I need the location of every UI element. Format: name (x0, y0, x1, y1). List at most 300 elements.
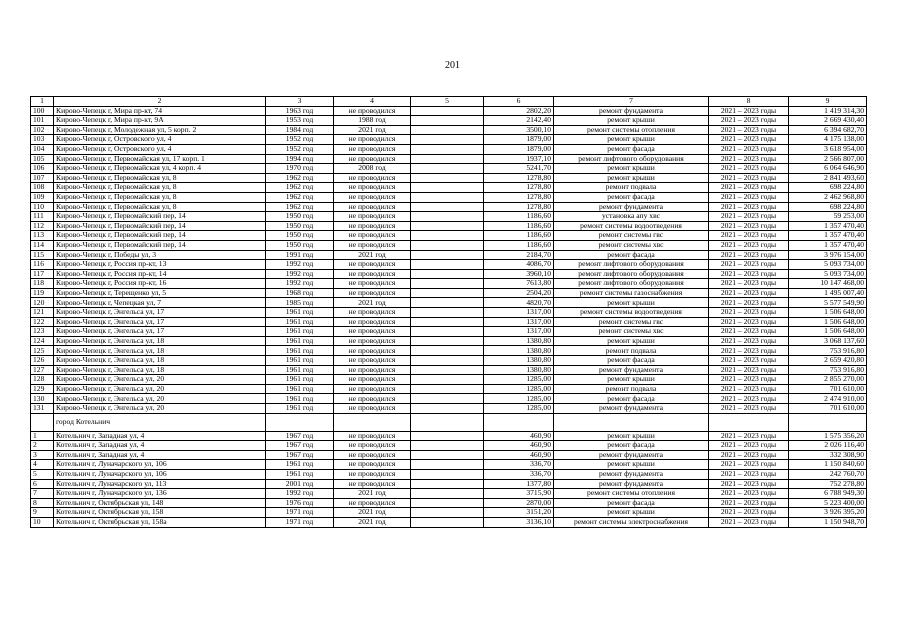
cell-period: 2021 – 2023 годы (709, 144, 789, 154)
table-row (31, 308, 867, 318)
cell-row-number: 106 (31, 164, 54, 174)
cell-row-number: 121 (31, 308, 54, 318)
cell-area: 1285,00 (484, 404, 554, 414)
cell-area: 336,70 (484, 460, 554, 470)
cell-address: Котельнич г, Луначарского ул, 113 (54, 479, 266, 489)
cell-work-type: ремонт лифтового оборудования (554, 154, 709, 164)
cell-period: 2021 – 2023 годы (709, 154, 789, 164)
cell-address: Кирово-Чепецк г, Первомайская ул, 8 (54, 202, 266, 212)
cell-address: Кирово-Чепецк г, Энгельса ул, 20 (54, 404, 266, 414)
cell-address: Кирово-Чепецк г, Энгельса ул, 17 (54, 327, 266, 337)
cell-row-number: 116 (31, 260, 54, 270)
cell-period: 2021 – 2023 годы (709, 202, 789, 212)
cell-period: 2021 – 2023 годы (709, 231, 789, 241)
table-row (31, 269, 867, 279)
cell-last-repair-year: не проводился (334, 192, 411, 202)
cell-col-5 (411, 192, 484, 202)
cell-work-type: ремонт крыши (554, 460, 709, 470)
cell-area: 1186,60 (484, 240, 554, 250)
cell-build-year: 1992 год (266, 279, 334, 289)
table-row (31, 508, 867, 518)
cell-row-number: 120 (31, 298, 54, 308)
cell-build-year: 1991 год (266, 250, 334, 260)
cell-work-type: ремонт подвала (554, 183, 709, 193)
cell-col-5 (411, 450, 484, 460)
cell-work-type: ремонт крыши (554, 116, 709, 126)
cell-row-number: 109 (31, 192, 54, 202)
cell-address: Кирово-Чепецк г, Первомайский пер, 14 (54, 240, 266, 250)
cell-address: Кирово-Чепецк г, Россия пр-кт, 13 (54, 260, 266, 270)
cell-last-repair-year: 2021 год (334, 125, 411, 135)
cell-period: 2021 – 2023 годы (709, 288, 789, 298)
cell-last-repair-year: не проводился (334, 441, 411, 451)
cell-address: Кирово-Чепецк г, Островского ул, 4 (54, 135, 266, 145)
cell-row-number: 104 (31, 144, 54, 154)
cell-address: Кирово-Чепецк г, Первомайский пер, 14 (54, 221, 266, 231)
cell-work-type: ремонт крыши (554, 298, 709, 308)
table-row (31, 250, 867, 260)
cell-cost: 3 976 154,00 (789, 250, 867, 260)
cell-row-number: 8 (31, 498, 54, 508)
cell-last-repair-year: не проводился (334, 375, 411, 385)
cell-build-year: 1961 год (266, 384, 334, 394)
cell-cost: 6 394 682,70 (789, 125, 867, 135)
cell-last-repair-year: 1988 год (334, 116, 411, 126)
cell-build-year: 1968 год (266, 288, 334, 298)
cell-build-year: 1963 год (266, 106, 334, 116)
cell-cost: 1 357 470,40 (789, 231, 867, 241)
cell-build-year: 1984 год (266, 125, 334, 135)
table-row (31, 327, 867, 337)
cell-col-5 (411, 479, 484, 489)
cell-work-type: ремонт фундамента (554, 479, 709, 489)
cell-cost: 1 575 356,20 (789, 431, 867, 441)
table-row (31, 116, 867, 126)
cell-work-type: ремонт крыши (554, 135, 709, 145)
cell-work-type: ремонт фасада (554, 441, 709, 451)
cell-address: Кирово-Чепецк г, Энгельса ул, 18 (54, 356, 266, 366)
section-cell-empty (334, 413, 411, 431)
cell-work-type: ремонт фасада (554, 192, 709, 202)
cell-period: 2021 – 2023 годы (709, 192, 789, 202)
cell-address: Котельнич г, Луначарского ул, 106 (54, 469, 266, 479)
cell-address: Кирово-Чепецк г, Энгельса ул, 17 (54, 308, 266, 318)
cell-address: Котельнич г, Западная ул, 4 (54, 450, 266, 460)
cell-area: 1317,00 (484, 327, 554, 337)
cell-build-year: 1950 год (266, 221, 334, 231)
cell-col-5 (411, 269, 484, 279)
cell-period: 2021 – 2023 годы (709, 404, 789, 414)
cell-work-type: ремонт системы отопления (554, 125, 709, 135)
cell-last-repair-year: 2021 год (334, 508, 411, 518)
cell-col-5 (411, 298, 484, 308)
cell-area: 1377,80 (484, 479, 554, 489)
cell-row-number: 2 (31, 441, 54, 451)
cell-address: Котельнич г, Октябрьская ул, 158а (54, 517, 266, 527)
cell-cost: 2 669 430,40 (789, 116, 867, 126)
header-cell-cost: 9 (789, 97, 867, 107)
cell-cost: 753 916,80 (789, 365, 867, 375)
cell-row-number: 123 (31, 327, 54, 337)
cell-area: 2870,00 (484, 498, 554, 508)
cell-cost: 2 462 968,80 (789, 192, 867, 202)
table-row (31, 394, 867, 404)
table-row (31, 183, 867, 193)
cell-col-5 (411, 404, 484, 414)
cell-area: 1317,00 (484, 317, 554, 327)
table-row (31, 479, 867, 489)
cell-build-year: 1976 год (266, 498, 334, 508)
cell-area: 2142,40 (484, 116, 554, 126)
cell-address: Кирово-Чепецк г, Энгельса ул, 17 (54, 317, 266, 327)
section-cell-empty (789, 413, 867, 431)
cell-cost: 5 577 549,90 (789, 298, 867, 308)
cell-build-year: 2001 год (266, 479, 334, 489)
cell-col-5 (411, 144, 484, 154)
cell-row-number: 107 (31, 173, 54, 183)
cell-row-number: 126 (31, 356, 54, 366)
cell-col-5 (411, 460, 484, 470)
cell-area: 1285,00 (484, 375, 554, 385)
cell-cost: 2 566 807,00 (789, 154, 867, 164)
cell-work-type: ремонт крыши (554, 508, 709, 518)
cell-last-repair-year: 2008 год (334, 164, 411, 174)
section-title: город Котельнич (54, 413, 266, 431)
cell-build-year: 1961 год (266, 327, 334, 337)
table-row (31, 489, 867, 499)
cell-address: Кирово-Чепецк г, Энгельса ул, 18 (54, 336, 266, 346)
cell-cost: 701 610,00 (789, 404, 867, 414)
cell-cost: 3 926 395,20 (789, 508, 867, 518)
cell-area: 5241,70 (484, 164, 554, 174)
table-row (31, 202, 867, 212)
cell-build-year: 1992 год (266, 489, 334, 499)
cell-address: Кирово-Чепецк г, Островского ул, 4 (54, 144, 266, 154)
cell-cost: 2 855 270,00 (789, 375, 867, 385)
cell-row-number: 117 (31, 269, 54, 279)
cell-row-number: 105 (31, 154, 54, 164)
cell-col-5 (411, 164, 484, 174)
cell-col-5 (411, 489, 484, 499)
cell-last-repair-year: не проводился (334, 154, 411, 164)
cell-build-year: 1961 год (266, 365, 334, 375)
cell-row-number: 3 (31, 450, 54, 460)
cell-period: 2021 – 2023 годы (709, 394, 789, 404)
cell-area: 1285,00 (484, 394, 554, 404)
cell-work-type: ремонт системы водоотведения (554, 308, 709, 318)
cell-row-number: 5 (31, 469, 54, 479)
cell-work-type: ремонт крыши (554, 375, 709, 385)
cell-last-repair-year: не проводился (334, 202, 411, 212)
cell-address: Кирово-Чепецк г, Россия пр-кт, 14 (54, 269, 266, 279)
cell-row-number: 130 (31, 394, 54, 404)
cell-area: 460,90 (484, 441, 554, 451)
cell-address: Кирово-Чепецк г, Первомайская ул, 8 (54, 192, 266, 202)
cell-work-type: ремонт лифтового оборудования (554, 279, 709, 289)
cell-period: 2021 – 2023 годы (709, 460, 789, 470)
table-row (31, 192, 867, 202)
cell-last-repair-year: не проводился (334, 404, 411, 414)
cell-build-year: 1952 год (266, 144, 334, 154)
cell-area: 1278,80 (484, 202, 554, 212)
cell-work-type: ремонт системы хвс (554, 240, 709, 250)
cell-address: Кирово-Чепецк г, Первомайская ул, 17 корп. 1 (54, 154, 266, 164)
cell-col-5 (411, 336, 484, 346)
cell-col-5 (411, 221, 484, 231)
cell-row-number: 1 (31, 431, 54, 441)
cell-address: Кирово-Чепецк г, Чепецкая ул, 7 (54, 298, 266, 308)
cell-work-type: ремонт фасада (554, 498, 709, 508)
cell-col-5 (411, 346, 484, 356)
cell-work-type: ремонт фасада (554, 394, 709, 404)
cell-work-type: ремонт фундамента (554, 106, 709, 116)
cell-last-repair-year: не проводился (334, 144, 411, 154)
cell-period: 2021 – 2023 годы (709, 431, 789, 441)
cell-area: 1380,80 (484, 346, 554, 356)
cell-address: Котельнич г, Западная ул, 4 (54, 441, 266, 451)
cell-row-number: 6 (31, 479, 54, 489)
cell-work-type: ремонт фундамента (554, 404, 709, 414)
cell-row-number: 101 (31, 116, 54, 126)
cell-build-year: 1962 год (266, 202, 334, 212)
cell-build-year: 1961 год (266, 346, 334, 356)
table-row (31, 441, 867, 451)
cell-cost: 5 223 400,00 (789, 498, 867, 508)
cell-last-repair-year: не проводился (334, 135, 411, 145)
cell-address: Котельнич г, Октябрьская ул, 158 (54, 508, 266, 518)
cell-work-type: ремонт крыши (554, 164, 709, 174)
header-cell-address: 2 (54, 97, 266, 107)
table-row (31, 317, 867, 327)
cell-col-5 (411, 260, 484, 270)
cell-cost: 1 357 470,40 (789, 221, 867, 231)
cell-last-repair-year: не проводился (334, 260, 411, 270)
cell-area: 1186,60 (484, 212, 554, 222)
cell-row-number: 127 (31, 365, 54, 375)
cell-address: Кирово-Чепецк г, Мира пр-кт, 74 (54, 106, 266, 116)
cell-period: 2021 – 2023 годы (709, 375, 789, 385)
cell-work-type: ремонт крыши (554, 431, 709, 441)
cell-row-number: 128 (31, 375, 54, 385)
cell-address: Котельнич г, Луначарского ул, 136 (54, 489, 266, 499)
cell-area: 1879,00 (484, 144, 554, 154)
cell-last-repair-year: не проводился (334, 431, 411, 441)
cell-col-5 (411, 441, 484, 451)
cell-period: 2021 – 2023 годы (709, 250, 789, 260)
table-row (31, 336, 867, 346)
cell-area: 1278,80 (484, 192, 554, 202)
cell-col-5 (411, 250, 484, 260)
cell-last-repair-year: не проводился (334, 106, 411, 116)
cell-row-number: 4 (31, 460, 54, 470)
cell-cost: 3 618 954,00 (789, 144, 867, 154)
cell-address: Котельнич г, Октябрьская ул, 148 (54, 498, 266, 508)
cell-row-number: 111 (31, 212, 54, 222)
page-number: 201 (445, 60, 460, 71)
cell-row-number: 114 (31, 240, 54, 250)
cell-col-5 (411, 498, 484, 508)
cell-work-type: ремонт системы отопления (554, 489, 709, 499)
cell-address: Кирово-Чепецк г, Россия пр-кт, 16 (54, 279, 266, 289)
table-row (31, 173, 867, 183)
cell-cost: 6 788 949,30 (789, 489, 867, 499)
cell-period: 2021 – 2023 годы (709, 317, 789, 327)
cell-col-5 (411, 384, 484, 394)
cell-work-type: ремонт фундамента (554, 450, 709, 460)
cell-period: 2021 – 2023 годы (709, 173, 789, 183)
cell-area: 1317,00 (484, 308, 554, 318)
cell-col-5 (411, 183, 484, 193)
cell-col-5 (411, 327, 484, 337)
cell-period: 2021 – 2023 годы (709, 135, 789, 145)
cell-build-year: 1961 год (266, 469, 334, 479)
cell-area: 4086,70 (484, 260, 554, 270)
table-row (31, 375, 867, 385)
cell-address: Котельнич г, Луначарского ул, 106 (54, 460, 266, 470)
cell-work-type: ремонт крыши (554, 336, 709, 346)
cell-area: 2504,20 (484, 288, 554, 298)
cell-period: 2021 – 2023 годы (709, 441, 789, 451)
cell-period: 2021 – 2023 годы (709, 384, 789, 394)
cell-cost: 1 495 007,40 (789, 288, 867, 298)
cell-cost: 2 474 910,00 (789, 394, 867, 404)
cell-area: 1285,00 (484, 384, 554, 394)
table-row (31, 240, 867, 250)
cell-period: 2021 – 2023 годы (709, 508, 789, 518)
section-row (31, 413, 867, 431)
cell-cost: 2 659 420,80 (789, 356, 867, 366)
cell-period: 2021 – 2023 годы (709, 469, 789, 479)
cell-work-type: ремонт системы гвс (554, 231, 709, 241)
cell-build-year: 1961 год (266, 404, 334, 414)
cell-cost: 5 093 734,00 (789, 269, 867, 279)
cell-cost: 242 760,70 (789, 469, 867, 479)
table-row (31, 404, 867, 414)
cell-build-year: 1961 год (266, 317, 334, 327)
cell-col-5 (411, 394, 484, 404)
table-row (31, 125, 867, 135)
cell-last-repair-year: 2021 год (334, 298, 411, 308)
cell-work-type: установка апу хвс (554, 212, 709, 222)
cell-row-number: 100 (31, 106, 54, 116)
cell-cost: 2 026 116,40 (789, 441, 867, 451)
cell-area: 1380,80 (484, 365, 554, 375)
table-row (31, 288, 867, 298)
cell-col-5 (411, 154, 484, 164)
cell-row-number: 7 (31, 489, 54, 499)
cell-row-number: 124 (31, 336, 54, 346)
cell-work-type: ремонт системы водоотведения (554, 221, 709, 231)
cell-area: 3715,90 (484, 489, 554, 499)
cell-build-year: 1961 год (266, 308, 334, 318)
cell-row-number: 103 (31, 135, 54, 145)
cell-work-type: ремонт системы электроснабжения (554, 517, 709, 527)
cell-row-number: 131 (31, 404, 54, 414)
cell-area: 3151,20 (484, 508, 554, 518)
cell-last-repair-year: не проводился (334, 327, 411, 337)
cell-period: 2021 – 2023 годы (709, 365, 789, 375)
cell-col-5 (411, 106, 484, 116)
cell-last-repair-year: не проводился (334, 231, 411, 241)
cell-cost: 1 150 948,70 (789, 517, 867, 527)
cell-build-year: 1985 год (266, 298, 334, 308)
cell-last-repair-year: не проводился (334, 336, 411, 346)
cell-last-repair-year: не проводился (334, 183, 411, 193)
cell-address: Кирово-Чепецк г, Энгельса ул, 20 (54, 394, 266, 404)
cell-last-repair-year: 2021 год (334, 250, 411, 260)
cell-area: 2802,20 (484, 106, 554, 116)
section-cell-empty (411, 413, 484, 431)
cell-address: Кирово-Чепецк г, Победы ул, 3 (54, 250, 266, 260)
cell-row-number: 119 (31, 288, 54, 298)
cell-area: 336,70 (484, 469, 554, 479)
cell-build-year: 1961 год (266, 375, 334, 385)
cell-work-type: ремонт фундамента (554, 202, 709, 212)
table-row (31, 106, 867, 116)
table-row (31, 356, 867, 366)
table-row (31, 384, 867, 394)
cell-col-5 (411, 279, 484, 289)
cell-last-repair-year: не проводился (334, 240, 411, 250)
cell-period: 2021 – 2023 годы (709, 183, 789, 193)
cell-period: 2021 – 2023 годы (709, 308, 789, 318)
cell-area: 4820,70 (484, 298, 554, 308)
cell-address: Кирово-Чепецк г, Первомайский пер, 14 (54, 231, 266, 241)
cell-work-type: ремонт подвала (554, 384, 709, 394)
cell-address: Котельнич г, Западная ул, 4 (54, 431, 266, 441)
cell-col-5 (411, 508, 484, 518)
cell-cost: 698 224,80 (789, 202, 867, 212)
cell-cost: 1 150 840,60 (789, 460, 867, 470)
table-row (31, 460, 867, 470)
cell-build-year: 1992 год (266, 269, 334, 279)
cell-cost: 1 506 648,00 (789, 317, 867, 327)
cell-area: 1278,80 (484, 173, 554, 183)
cell-row-number: 110 (31, 202, 54, 212)
cell-cost: 4 175 138,00 (789, 135, 867, 145)
header-cell-work-type: 7 (554, 97, 709, 107)
cell-period: 2021 – 2023 годы (709, 240, 789, 250)
cell-row-number: 115 (31, 250, 54, 260)
cell-address: Кирово-Чепецк г, Терещенко ул, 5 (54, 288, 266, 298)
cell-build-year: 1961 год (266, 336, 334, 346)
cell-area: 2184,70 (484, 250, 554, 260)
cell-area: 1186,60 (484, 231, 554, 241)
table-row (31, 365, 867, 375)
cell-period: 2021 – 2023 годы (709, 260, 789, 270)
cell-period: 2021 – 2023 годы (709, 479, 789, 489)
cell-last-repair-year: не проводился (334, 469, 411, 479)
cell-build-year: 1952 год (266, 135, 334, 145)
cell-address: Кирово-Чепецк г, Первомайская ул, 8 (54, 183, 266, 193)
cell-area: 3960,10 (484, 269, 554, 279)
cell-cost: 3 068 137,60 (789, 336, 867, 346)
cell-row-number: 125 (31, 346, 54, 356)
cell-address: Кирово-Чепецк г, Первомайский пер, 14 (54, 212, 266, 222)
header-cell-area: 6 (484, 97, 554, 107)
cell-last-repair-year: не проводился (334, 221, 411, 231)
cell-period: 2021 – 2023 годы (709, 356, 789, 366)
cell-cost: 6 064 646,90 (789, 164, 867, 174)
cell-cost: 1 357 470,40 (789, 240, 867, 250)
table-row (31, 298, 867, 308)
cell-row-number: 112 (31, 221, 54, 231)
cell-cost: 1 506 648,00 (789, 308, 867, 318)
cell-work-type: ремонт системы гвс (554, 317, 709, 327)
section-cell-empty (554, 413, 709, 431)
cell-row-number: 102 (31, 125, 54, 135)
cell-last-repair-year: не проводился (334, 279, 411, 289)
